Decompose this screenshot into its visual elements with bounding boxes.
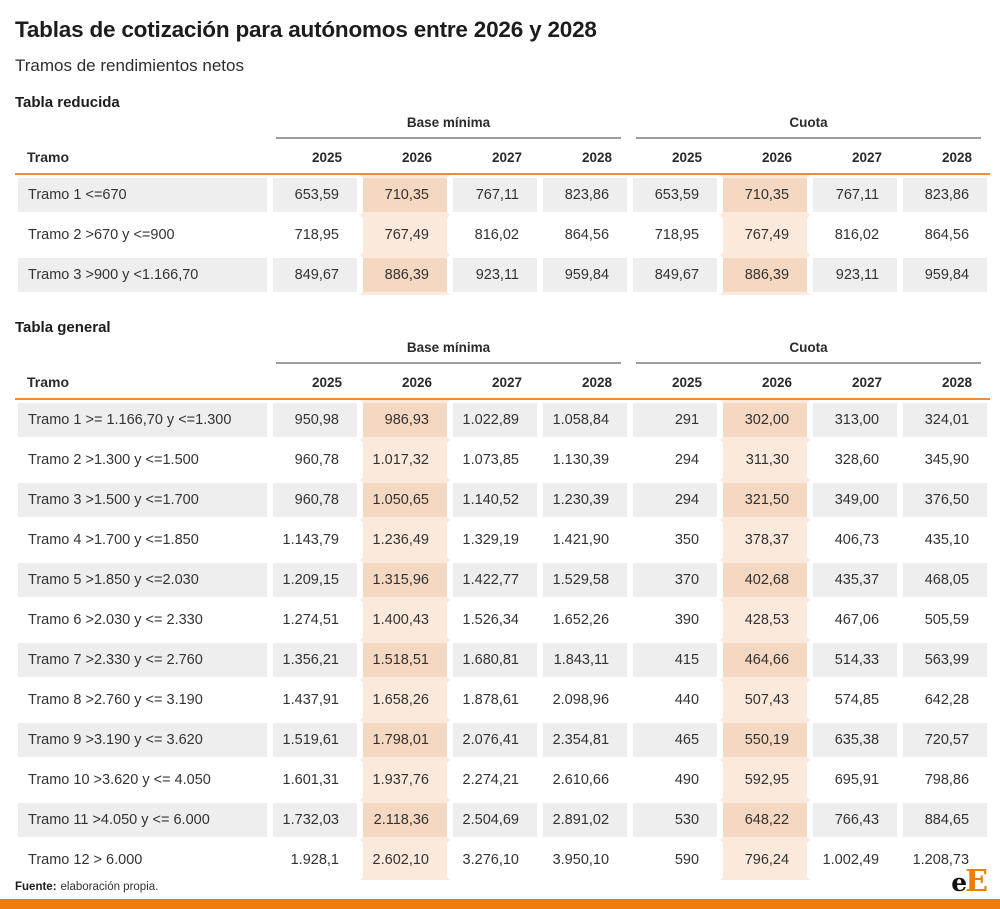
source-note xyxy=(15,881,158,893)
cuota-2026-cell: 796,24 xyxy=(720,840,810,880)
base-2025-cell: 1.209,15 xyxy=(270,560,360,600)
group-header-cuota xyxy=(630,340,990,366)
base-2027-cell: 1.526,34 xyxy=(450,600,540,640)
cuota-2025-cell: 294 xyxy=(630,480,720,520)
cuota-2027-cell: 695,91 xyxy=(810,760,900,800)
base-2028-cell: 1.058,84 xyxy=(540,400,630,440)
group-header-cuota xyxy=(630,115,990,141)
tramo-cell: Tramo 9 >3.190 y <= 3.620 xyxy=(15,720,270,760)
cuota-2025-cell: 465 xyxy=(630,720,720,760)
source-text: elaboración propia. xyxy=(60,881,159,893)
cuota-2026-cell: 648,22 xyxy=(720,800,810,840)
base-2025-cell: 950,98 xyxy=(270,400,360,440)
base-2025-cell: 653,59 xyxy=(270,175,360,215)
cuota-2028-cell: 563,99 xyxy=(900,640,990,680)
base-2026-cell: 986,93 xyxy=(360,400,450,440)
base-2027-cell: 2.076,41 xyxy=(450,720,540,760)
table-body-general xyxy=(15,400,990,880)
cuota-2026-cell: 507,43 xyxy=(720,680,810,720)
table-row xyxy=(15,640,990,680)
year-header: 2025 xyxy=(270,366,360,400)
year-header: 2026 xyxy=(720,141,810,175)
cuota-2026-cell: 428,53 xyxy=(720,600,810,640)
table-body-reducida xyxy=(15,175,990,295)
logo-letter-e: e xyxy=(951,868,968,897)
section-title-reducida: Tabla reducida xyxy=(15,94,120,111)
cuota-2028-cell: 823,86 xyxy=(900,175,990,215)
year-header: 2026 xyxy=(720,366,810,400)
base-2028-cell: 1.652,26 xyxy=(540,600,630,640)
cuota-2026-cell: 402,68 xyxy=(720,560,810,600)
base-2028-cell: 1.529,58 xyxy=(540,560,630,600)
base-2027-cell: 1.680,81 xyxy=(450,640,540,680)
table-row xyxy=(15,840,990,880)
base-2026-cell: 2.602,10 xyxy=(360,840,450,880)
cuota-2027-cell: 328,60 xyxy=(810,440,900,480)
base-2026-cell: 1.017,32 xyxy=(360,440,450,480)
page-title: Tablas de cotización para autónomos entre 2026 y 2028 xyxy=(15,17,597,42)
group-label: Base mínima xyxy=(276,115,621,139)
base-2027-cell: 2.274,21 xyxy=(450,760,540,800)
table-row xyxy=(15,520,990,560)
tramo-cell: Tramo 1 >= 1.166,70 y <=1.300 xyxy=(15,400,270,440)
base-2026-cell: 1.050,65 xyxy=(360,480,450,520)
cuota-2028-cell: 959,84 xyxy=(900,255,990,295)
base-2026-cell: 2.118,36 xyxy=(360,800,450,840)
year-header: 2025 xyxy=(630,366,720,400)
base-2027-cell: 1.022,89 xyxy=(450,400,540,440)
cuota-2028-cell: 345,90 xyxy=(900,440,990,480)
year-header: 2028 xyxy=(900,366,990,400)
tramo-cell: Tramo 11 >4.050 y <= 6.000 xyxy=(15,800,270,840)
base-2025-cell: 849,67 xyxy=(270,255,360,295)
table-row xyxy=(15,560,990,600)
base-2025-cell: 1.437,91 xyxy=(270,680,360,720)
blank-cell xyxy=(15,115,270,141)
base-2025-cell: 960,78 xyxy=(270,480,360,520)
cuota-2028-cell: 864,56 xyxy=(900,215,990,255)
table-row xyxy=(15,480,990,520)
year-header: 2027 xyxy=(810,141,900,175)
cuota-2028-cell: 376,50 xyxy=(900,480,990,520)
year-header: 2025 xyxy=(270,141,360,175)
cuota-2027-cell: 514,33 xyxy=(810,640,900,680)
group-label: Cuota xyxy=(636,115,981,139)
cuota-2027-cell: 816,02 xyxy=(810,215,900,255)
base-2028-cell: 1.130,39 xyxy=(540,440,630,480)
cuota-2025-cell: 718,95 xyxy=(630,215,720,255)
base-2028-cell: 1.421,90 xyxy=(540,520,630,560)
tramo-cell: Tramo 5 >1.850 y <=2.030 xyxy=(15,560,270,600)
base-2026-cell: 710,35 xyxy=(360,175,450,215)
year-header: 2027 xyxy=(450,366,540,400)
base-2026-cell: 1.658,26 xyxy=(360,680,450,720)
year-header: 2026 xyxy=(360,141,450,175)
cuota-2025-cell: 440 xyxy=(630,680,720,720)
eleconomista-logo xyxy=(951,864,988,899)
base-2026-cell: 1.518,51 xyxy=(360,640,450,680)
cuota-2028-cell: 798,86 xyxy=(900,760,990,800)
table-row xyxy=(15,800,990,840)
tramo-cell: Tramo 12 > 6.000 xyxy=(15,840,270,880)
tramo-cell: Tramo 2 >1.300 y <=1.500 xyxy=(15,440,270,480)
cuota-2027-cell: 467,06 xyxy=(810,600,900,640)
cuota-2027-cell: 313,00 xyxy=(810,400,900,440)
year-header-row xyxy=(15,141,990,175)
cuota-2025-cell: 291 xyxy=(630,400,720,440)
year-header: 2026 xyxy=(360,366,450,400)
base-2026-cell: 886,39 xyxy=(360,255,450,295)
cuota-2027-cell: 923,11 xyxy=(810,255,900,295)
base-2026-cell: 767,49 xyxy=(360,215,450,255)
tramo-cell: Tramo 3 >1.500 y <=1.700 xyxy=(15,480,270,520)
base-2027-cell: 923,11 xyxy=(450,255,540,295)
cuota-2028-cell: 720,57 xyxy=(900,720,990,760)
base-2026-cell: 1.400,43 xyxy=(360,600,450,640)
table-row xyxy=(15,680,990,720)
base-2026-cell: 1.798,01 xyxy=(360,720,450,760)
table-row xyxy=(15,600,990,640)
group-label: Base mínima xyxy=(276,340,621,364)
blank-cell xyxy=(15,340,270,366)
tramo-cell: Tramo 2 >670 y <=900 xyxy=(15,215,270,255)
group-header-row xyxy=(15,115,990,141)
cuota-2027-cell: 1.002,49 xyxy=(810,840,900,880)
cuota-2025-cell: 370 xyxy=(630,560,720,600)
cuota-2027-cell: 574,85 xyxy=(810,680,900,720)
tramo-header: Tramo xyxy=(15,366,270,400)
table-row xyxy=(15,175,990,215)
group-header-base xyxy=(270,115,630,141)
base-2028-cell: 2.354,81 xyxy=(540,720,630,760)
base-2027-cell: 1.329,19 xyxy=(450,520,540,560)
table-row xyxy=(15,440,990,480)
base-2025-cell: 718,95 xyxy=(270,215,360,255)
cuota-2027-cell: 767,11 xyxy=(810,175,900,215)
cuota-2028-cell: 642,28 xyxy=(900,680,990,720)
base-2025-cell: 1.601,31 xyxy=(270,760,360,800)
base-2028-cell: 2.098,96 xyxy=(540,680,630,720)
base-2025-cell: 1.274,51 xyxy=(270,600,360,640)
base-2027-cell: 1.878,61 xyxy=(450,680,540,720)
section-title-general: Tabla general xyxy=(15,319,111,336)
cuota-2025-cell: 530 xyxy=(630,800,720,840)
base-2028-cell: 1.843,11 xyxy=(540,640,630,680)
cuota-2025-cell: 350 xyxy=(630,520,720,560)
cuota-2026-cell: 321,50 xyxy=(720,480,810,520)
table-row xyxy=(15,215,990,255)
table-reducida xyxy=(15,115,990,295)
cuota-2025-cell: 415 xyxy=(630,640,720,680)
table-row xyxy=(15,760,990,800)
year-header: 2028 xyxy=(900,141,990,175)
cuota-2027-cell: 435,37 xyxy=(810,560,900,600)
base-2027-cell: 1.140,52 xyxy=(450,480,540,520)
tramo-cell: Tramo 3 >900 y <1.166,70 xyxy=(15,255,270,295)
base-2027-cell: 3.276,10 xyxy=(450,840,540,880)
tramo-cell: Tramo 6 >2.030 y <= 2.330 xyxy=(15,600,270,640)
cuota-2025-cell: 653,59 xyxy=(630,175,720,215)
group-header-row xyxy=(15,340,990,366)
base-2028-cell: 864,56 xyxy=(540,215,630,255)
page-subtitle: Tramos de rendimientos netos xyxy=(15,56,244,75)
cuota-2027-cell: 406,73 xyxy=(810,520,900,560)
cuota-2027-cell: 635,38 xyxy=(810,720,900,760)
base-2025-cell: 1.143,79 xyxy=(270,520,360,560)
base-2028-cell: 1.230,39 xyxy=(540,480,630,520)
base-2026-cell: 1.236,49 xyxy=(360,520,450,560)
base-2025-cell: 1.356,21 xyxy=(270,640,360,680)
year-header: 2027 xyxy=(450,141,540,175)
base-2026-cell: 1.937,76 xyxy=(360,760,450,800)
section-tabla-reducida xyxy=(15,94,990,295)
year-header: 2028 xyxy=(540,141,630,175)
base-2027-cell: 1.073,85 xyxy=(450,440,540,480)
cuota-2028-cell: 1.208,73 xyxy=(900,840,990,880)
cuota-2026-cell: 378,37 xyxy=(720,520,810,560)
base-2025-cell: 1.519,61 xyxy=(270,720,360,760)
cuota-2027-cell: 766,43 xyxy=(810,800,900,840)
cuota-2025-cell: 390 xyxy=(630,600,720,640)
table-row xyxy=(15,255,990,295)
base-2028-cell: 2.891,02 xyxy=(540,800,630,840)
cuota-2026-cell: 592,95 xyxy=(720,760,810,800)
base-2027-cell: 767,11 xyxy=(450,175,540,215)
base-2028-cell: 3.950,10 xyxy=(540,840,630,880)
year-header-row xyxy=(15,366,990,400)
cuota-2028-cell: 324,01 xyxy=(900,400,990,440)
year-header: 2027 xyxy=(810,366,900,400)
base-2026-cell: 1.315,96 xyxy=(360,560,450,600)
base-2028-cell: 823,86 xyxy=(540,175,630,215)
year-header: 2025 xyxy=(630,141,720,175)
cuota-2025-cell: 490 xyxy=(630,760,720,800)
logo-letter-E: E xyxy=(965,864,988,899)
cuota-2028-cell: 884,65 xyxy=(900,800,990,840)
cuota-2025-cell: 294 xyxy=(630,440,720,480)
year-header: 2028 xyxy=(540,366,630,400)
cuota-2026-cell: 302,00 xyxy=(720,400,810,440)
base-2025-cell: 1.732,03 xyxy=(270,800,360,840)
base-2028-cell: 959,84 xyxy=(540,255,630,295)
tramo-cell: Tramo 7 >2.330 y <= 2.760 xyxy=(15,640,270,680)
cuota-2026-cell: 311,30 xyxy=(720,440,810,480)
base-2025-cell: 1.928,1 xyxy=(270,840,360,880)
base-2025-cell: 960,78 xyxy=(270,440,360,480)
section-tabla-general xyxy=(15,319,990,880)
tramo-cell: Tramo 1 <=670 xyxy=(15,175,270,215)
group-label: Cuota xyxy=(636,340,981,364)
table-row xyxy=(15,720,990,760)
base-2027-cell: 2.504,69 xyxy=(450,800,540,840)
base-2027-cell: 816,02 xyxy=(450,215,540,255)
group-header-base xyxy=(270,340,630,366)
cuota-2027-cell: 349,00 xyxy=(810,480,900,520)
tramo-cell: Tramo 10 >3.620 y <= 4.050 xyxy=(15,760,270,800)
tramo-header: Tramo xyxy=(15,141,270,175)
base-2027-cell: 1.422,77 xyxy=(450,560,540,600)
cuota-2026-cell: 710,35 xyxy=(720,175,810,215)
cuota-2026-cell: 550,19 xyxy=(720,720,810,760)
cuota-2025-cell: 849,67 xyxy=(630,255,720,295)
cuota-2028-cell: 505,59 xyxy=(900,600,990,640)
cuota-2026-cell: 886,39 xyxy=(720,255,810,295)
bottom-accent-bar xyxy=(0,899,1000,909)
cuota-2026-cell: 464,66 xyxy=(720,640,810,680)
table-row xyxy=(15,400,990,440)
source-label: Fuente: xyxy=(15,881,57,893)
cuota-2025-cell: 590 xyxy=(630,840,720,880)
table-general xyxy=(15,340,990,880)
cuota-2028-cell: 468,05 xyxy=(900,560,990,600)
tramo-cell: Tramo 8 >2.760 y <= 3.190 xyxy=(15,680,270,720)
cuota-2028-cell: 435,10 xyxy=(900,520,990,560)
cuota-2026-cell: 767,49 xyxy=(720,215,810,255)
tramo-cell: Tramo 4 >1.700 y <=1.850 xyxy=(15,520,270,560)
base-2028-cell: 2.610,66 xyxy=(540,760,630,800)
